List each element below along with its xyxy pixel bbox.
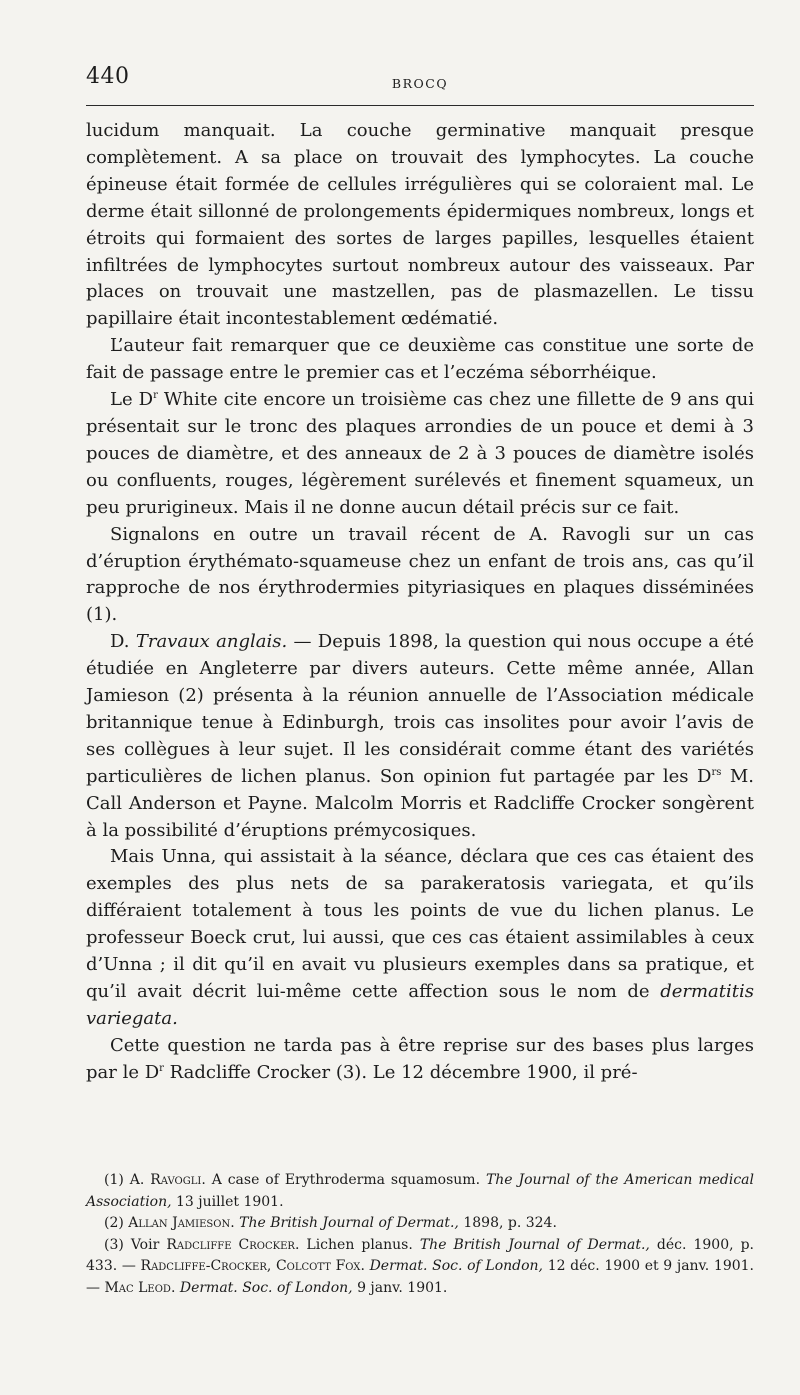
page-number: 440: [86, 64, 130, 89]
paragraph-2: [86, 333, 754, 387]
footnote-2-num: (2): [104, 1215, 129, 1231]
footnote-3-ref-3: 9 janv. 1901.: [352, 1279, 448, 1296]
running-head: BROCQ: [391, 76, 449, 91]
footnote-3-ref-2: 12 déc. 1900 et 9 janv. 1901. —: [86, 1258, 755, 1296]
superscript-r-2: r: [159, 1062, 164, 1074]
footnote-2-date: 1898, p. 324.: [458, 1215, 557, 1231]
paragraph-5-text-b: M. Call Anderson et Payne. Malcolm Morris et Radcliffe Crocker songèrent à la possibilité d’éruptions prémycosiques.: [86, 765, 754, 841]
footnote-3-title: . Lichen planus.: [294, 1236, 420, 1253]
footnote-1-num: (1) A.: [104, 1172, 151, 1188]
footnote-2-journal: The British Journal of Dermat.,: [239, 1215, 459, 1231]
paragraph-1-text: lucidum manquait. La couche germinative manquait presque complètement. A sa place on trouvait des lymphocytes. La couche épineuse était formée de cellules irrégulières qui se coloraient mal. Le derme était sillonné de prolongements épidermiques nombreux, longs et étroits qui formaient des sortes de larges papilles, lesquelles étaient infiltrées de lymphocytes surtout nombreux autour des vaisseaux. Par places on trouvait une mastzellen, pas de plasmazellen. Le tissu papillaire était incontestablement œdématié.: [86, 120, 754, 330]
footnote-3-sep-1: .: [360, 1258, 370, 1274]
paragraph-7: [86, 1033, 754, 1087]
paragraph-3-text: White cite encore un troisième cas chez une fillette de 9 ans qui présentait sur le tronc des plaques arrondies de un pouce et demi à 3 pouces de diamètre, et des anneaux de 2 à 3 pouces de diamètre isolés ou confluents, rouges, légèrement surélevés et finement squameux, un peu prurigineux. Mais il ne donne aucun détail précis sur ce fait.: [86, 389, 754, 518]
footnote-3-journal-1: The British Journal of Dermat.,: [419, 1236, 650, 1253]
paragraph-4: [86, 522, 754, 630]
dermatitis-variegata: dermatitis variegata.: [86, 981, 754, 1029]
footnote-2: [86, 1213, 754, 1235]
superscript-rs: rs: [711, 766, 722, 778]
footnote-3-author-2: Radcliffe-Crocker, Colcott Fox: [140, 1258, 361, 1274]
paragraph-1: [86, 118, 754, 333]
paragraph-3-lead: Le D: [110, 389, 154, 411]
footnote-3: [86, 1235, 754, 1300]
paragraph-7-text-a: Cette question ne tarda pas à être reprise sur des bases plus larges par le D: [86, 1034, 754, 1083]
header-rule: [86, 105, 754, 106]
section-title: Travaux anglais.: [135, 631, 288, 653]
footnote-1-date: 13 juillet 1901.: [171, 1193, 284, 1210]
page-header: [86, 64, 754, 104]
footnote-1-journal: The Journal of the American medical Association,: [86, 1172, 754, 1210]
paragraph-5: [86, 629, 754, 844]
paragraph-5-text-a: — Depuis 1898, la question qui nous occupe a été étudiée en Angleterre par divers auteurs. Cette même année, Allan Jamieson (2) présenta à la réunion annuelle de l’Association médicale britannique tenue à Edinburgh, trois cas insolites pour avoir l’avis de ses collègues à leur sujet. Il les considérait comme étant des variétés particulières de lichen planus. Son opinion fut partagée par les D: [86, 631, 755, 787]
footnote-2-author: Allan Jamieson: [128, 1215, 231, 1231]
body-text: [86, 118, 754, 1087]
paragraph-4-text: Signalons en outre un travail récent de A. Ravogli sur un cas d’éruption érythémato-squameuse chez un enfant de trois ans, cas qu’il rapproche de nos érythrodermies pityriasiques en plaques disséminées (1).: [86, 523, 754, 626]
paragraph-2-text: L’auteur fait remarquer que ce deuxième cas constitue une sorte de fait de passage entre le premier cas et l’eczéma séborrhéique.: [86, 335, 754, 384]
paragraph-6-text: Mais Unna, qui assistait à la séance, déclara que ces cas étaient des exemples des plus nets de sa parakeratosis variegata, et qu’ils différaient totalement à tous les points de vue du lichen planus. Le professeur Boeck crut, lui aussi, que ces cas étaient assimilables à ceux d’Unna ; il dit qu’il en avait vu plusieurs exemples dans sa pratique, et qu’il avait décrit lui-même cette affection sous le nom de: [86, 846, 754, 1002]
footnote-3-journal-3: Dermat. Soc. of London,: [179, 1279, 353, 1296]
footnote-3-author-1: Radcliffe Crocker: [166, 1236, 295, 1253]
footnote-3-sep-2: .: [170, 1279, 180, 1296]
footnote-3-num: (3) Voir: [104, 1236, 167, 1253]
paragraph-7-text-b: Radcliffe Crocker (3). Le 12 décembre 1900, il pré-: [163, 1061, 638, 1083]
footnote-3-author-3: Mac Leod: [104, 1279, 171, 1296]
footnote-1-author: Ravogli: [150, 1172, 202, 1188]
paragraph-6: [86, 844, 754, 1032]
footnote-3-journal-2: Dermat. Soc. of London,: [369, 1258, 544, 1274]
superscript-r: r: [153, 390, 158, 402]
footnote-1-title: . A case of Erythroderma squamosum.: [201, 1172, 486, 1188]
footnote-3-ref-1: déc. 1900, p. 433. —: [86, 1236, 754, 1274]
footnotes: [86, 1170, 754, 1299]
footnote-2-sep: .: [230, 1215, 240, 1231]
paragraph-3: [86, 387, 754, 522]
section-letter: D.: [110, 631, 136, 653]
footnote-1: [86, 1170, 754, 1213]
